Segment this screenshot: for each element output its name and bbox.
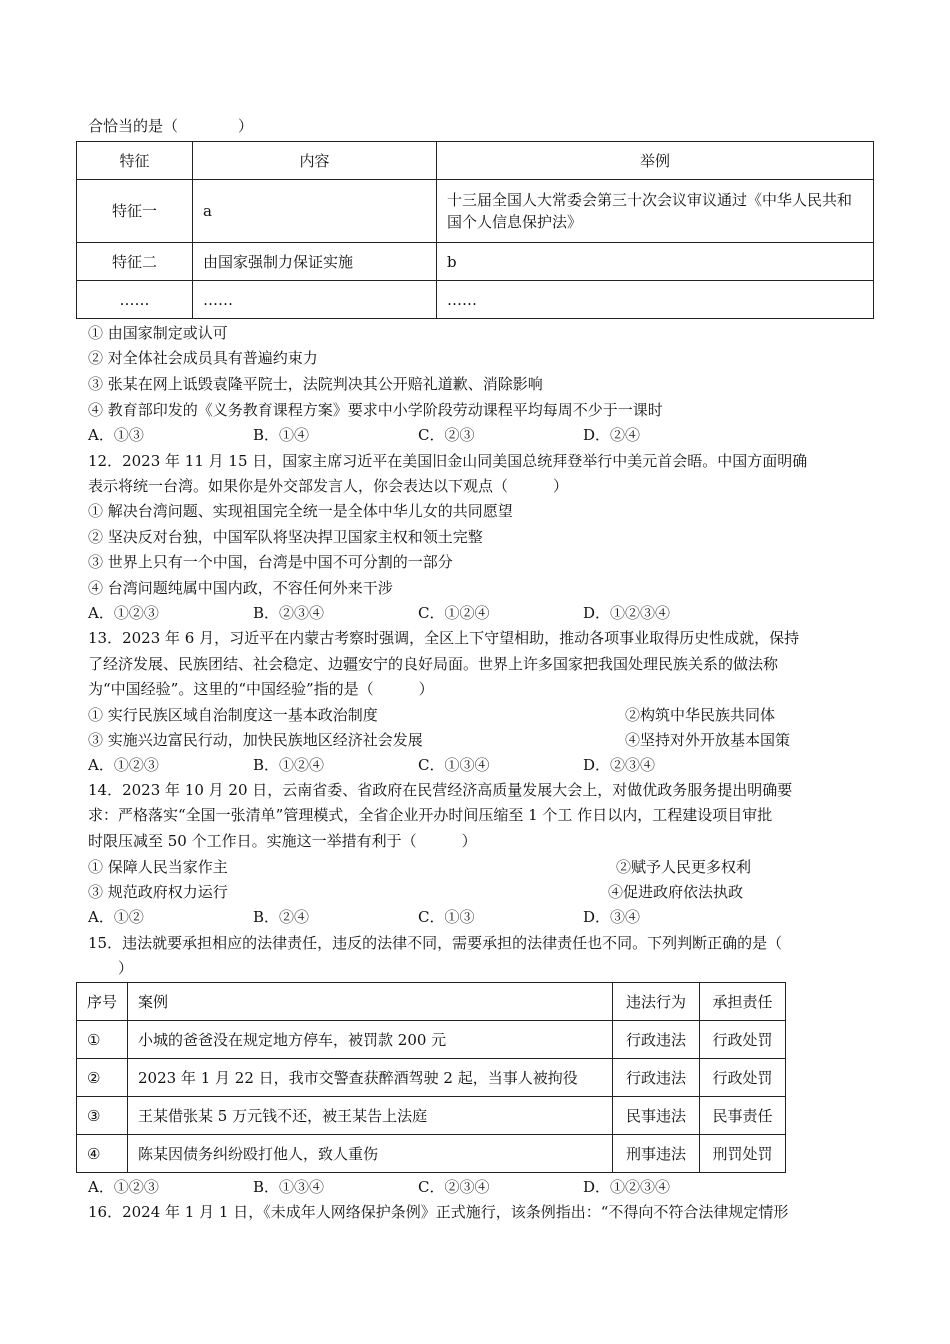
table-row xyxy=(77,1021,786,1059)
q14-statement: ③ 规范政府权力运行 xyxy=(88,883,228,901)
q13-statement: ④坚持对外开放基本国策 xyxy=(625,731,791,749)
q13-statement: ③ 实施兴边富民行动，加快民族地区经济社会发展 xyxy=(88,731,423,749)
table-cell: 由国家强制力保证实施 xyxy=(193,243,437,281)
q14-stem: 14．2023 年 10 月 20 日，云南省委、省政府在民营经济高质量发展大会上，对做优政务服务提出明确要 xyxy=(88,781,793,799)
q12-statement: ④ 台湾问题纯属中国内政，不容任何外来干涉 xyxy=(88,579,393,597)
table-header: 违法行为 xyxy=(613,983,700,1021)
q11-option-c[interactable]: C．②③ xyxy=(418,426,475,444)
q12-statement: ① 解决台湾问题、实现祖国完全统一是全体中华儿女的共同愿望 xyxy=(88,502,513,520)
q11-statement: ③ 张某在网上诋毁袁隆平院士，法院判决其公开赔礼道歉、消除影响 xyxy=(88,375,543,393)
table-cell: …… xyxy=(193,281,437,319)
table-row xyxy=(77,243,874,281)
q11-stem-tail: 合恰当的是（ ） xyxy=(88,117,254,135)
q14-option-d[interactable]: D．③④ xyxy=(583,908,641,926)
q15-stem: 15．违法就要承担相应的法律责任，违反的法律不同，需要承担的法律责任也不同。下列判断正确的是（ xyxy=(88,934,783,952)
table-row xyxy=(77,1135,786,1173)
table-cell: a xyxy=(193,180,437,243)
table-cell: 小城的爸爸没在规定地方停车，被罚款 200 元 xyxy=(128,1021,613,1059)
table-cell: …… xyxy=(77,281,193,319)
q13-stem: 了经济发展、民族团结、社会稳定、边疆安宁的良好局面。世界上许多国家把我国处理民族关系的做法称 xyxy=(88,655,779,673)
q12-option-b[interactable]: B．②③④ xyxy=(253,604,325,622)
table-cell: 行政违法 xyxy=(613,1059,700,1097)
table-cell: 行政处罚 xyxy=(700,1059,786,1097)
q12-option-a[interactable]: A．①②③ xyxy=(88,604,159,622)
table-cell: 2023 年 1 月 22 日，我市交警查获醉酒驾驶 2 起，当事人被拘役 xyxy=(128,1059,613,1097)
q13-statement: ②构筑中华民族共同体 xyxy=(625,706,776,724)
table-header: 举例 xyxy=(437,142,874,180)
q13-option-d[interactable]: D．②③④ xyxy=(583,756,656,774)
q12-stem: 表示将统一台湾。如果你是外交部发言人，你会表达以下观点（ ） xyxy=(88,477,569,495)
q13-stem: 13．2023 年 6 月，习近平在内蒙古考察时强调，全区上下守望相助，推动各项事业取得历史性成就，保持 xyxy=(88,629,800,647)
q14-stem: 求：严格落实“全国一张清单”管理模式，全省企业开办时间压缩至 1 个工 作日以内，工程建设项目审批 xyxy=(88,806,773,824)
q14-option-b[interactable]: B．②④ xyxy=(253,908,310,926)
table-row xyxy=(77,180,874,243)
table-cell: 行政处罚 xyxy=(700,1021,786,1059)
q15-table xyxy=(76,982,786,1173)
q12-option-c[interactable]: C．①②④ xyxy=(418,604,490,622)
table-cell: ③ xyxy=(77,1097,128,1135)
table-cell: ④ xyxy=(77,1135,128,1173)
table-cell: 陈某因债务纠纷殴打他人，致人重伤 xyxy=(128,1135,613,1173)
table-header: 序号 xyxy=(77,983,128,1021)
table-cell: b xyxy=(437,243,874,281)
q16-stem: 16．2024 年 1 月 1 日，《未成年人网络保护条例》正式施行，该条例指出：“不得向不符合法律规定情形 xyxy=(88,1203,789,1221)
table-row xyxy=(77,142,874,180)
q11-statement: ④ 教育部印发的《义务教育课程方案》要求中小学阶段劳动课程平均每周不少于一课时 xyxy=(88,401,663,419)
table-cell: 民事违法 xyxy=(613,1097,700,1135)
q11-statement: ① 由国家制定或认可 xyxy=(88,324,228,342)
table-cell: 王某借张某 5 万元钱不还，被王某告上法庭 xyxy=(128,1097,613,1135)
q15-option-c[interactable]: C．②③④ xyxy=(418,1178,490,1196)
q13-option-a[interactable]: A．①②③ xyxy=(88,756,159,774)
q11-table xyxy=(76,141,874,319)
q12-stem: 12．2023 年 11 月 15 日，国家主席习近平在美国旧金山同美国总统拜登举行中美元首会晤。中国方面明确 xyxy=(88,452,808,470)
q11-option-a[interactable]: A．①③ xyxy=(88,426,144,444)
q14-option-c[interactable]: C．①③ xyxy=(418,908,475,926)
q12-statement: ③ 世界上只有一个中国，台湾是中国不可分割的一部分 xyxy=(88,553,453,571)
q14-stem: 时限压减至 50 个工作日。实施这一举措有利于（ ） xyxy=(88,832,477,850)
q14-statement: ① 保障人民当家作主 xyxy=(88,858,228,876)
table-cell: 特征二 xyxy=(77,243,193,281)
q14-statement: ②赋予人民更多权利 xyxy=(616,858,752,876)
table-cell: 十三届全国人大常委会第三十次会议审议通过《中华人民共和国个人信息保护法》 xyxy=(437,180,874,243)
q13-option-c[interactable]: C．①③④ xyxy=(418,756,490,774)
table-row xyxy=(77,1097,786,1135)
q11-option-b[interactable]: B．①④ xyxy=(253,426,310,444)
q15-option-a[interactable]: A．①②③ xyxy=(88,1178,159,1196)
table-row xyxy=(77,983,786,1021)
q12-option-d[interactable]: D．①②③④ xyxy=(583,604,671,622)
table-header: 承担责任 xyxy=(700,983,786,1021)
q14-statement: ④促进政府依法执政 xyxy=(608,883,744,901)
table-header: 特征 xyxy=(77,142,193,180)
q13-statement: ① 实行民族区域自治制度这一基本政治制度 xyxy=(88,706,378,724)
q14-option-a[interactable]: A．①② xyxy=(88,908,144,926)
q15-stem: ） xyxy=(118,959,134,977)
q13-stem: 为“中国经验”。这里的“中国经验”指的是（ ） xyxy=(88,680,434,698)
table-cell: …… xyxy=(437,281,874,319)
table-cell: 刑罚处罚 xyxy=(700,1135,786,1173)
table-row xyxy=(77,281,874,319)
table-header: 案例 xyxy=(128,983,613,1021)
table-cell: 特征一 xyxy=(77,180,193,243)
q12-statement: ② 坚决反对台独，中国军队将坚决捍卫国家主权和领土完整 xyxy=(88,528,483,546)
table-cell: 行政违法 xyxy=(613,1021,700,1059)
q15-option-d[interactable]: D．①②③④ xyxy=(583,1178,671,1196)
table-cell: 刑事违法 xyxy=(613,1135,700,1173)
q11-option-d[interactable]: D．②④ xyxy=(583,426,641,444)
q15-option-b[interactable]: B．①③④ xyxy=(253,1178,325,1196)
table-cell: ① xyxy=(77,1021,128,1059)
table-cell: ② xyxy=(77,1059,128,1097)
table-row xyxy=(77,1059,786,1097)
q11-statement: ② 对全体社会成员具有普遍约束力 xyxy=(88,349,318,367)
table-cell: 民事责任 xyxy=(700,1097,786,1135)
table-header: 内容 xyxy=(193,142,437,180)
q13-option-b[interactable]: B．①②④ xyxy=(253,756,325,774)
